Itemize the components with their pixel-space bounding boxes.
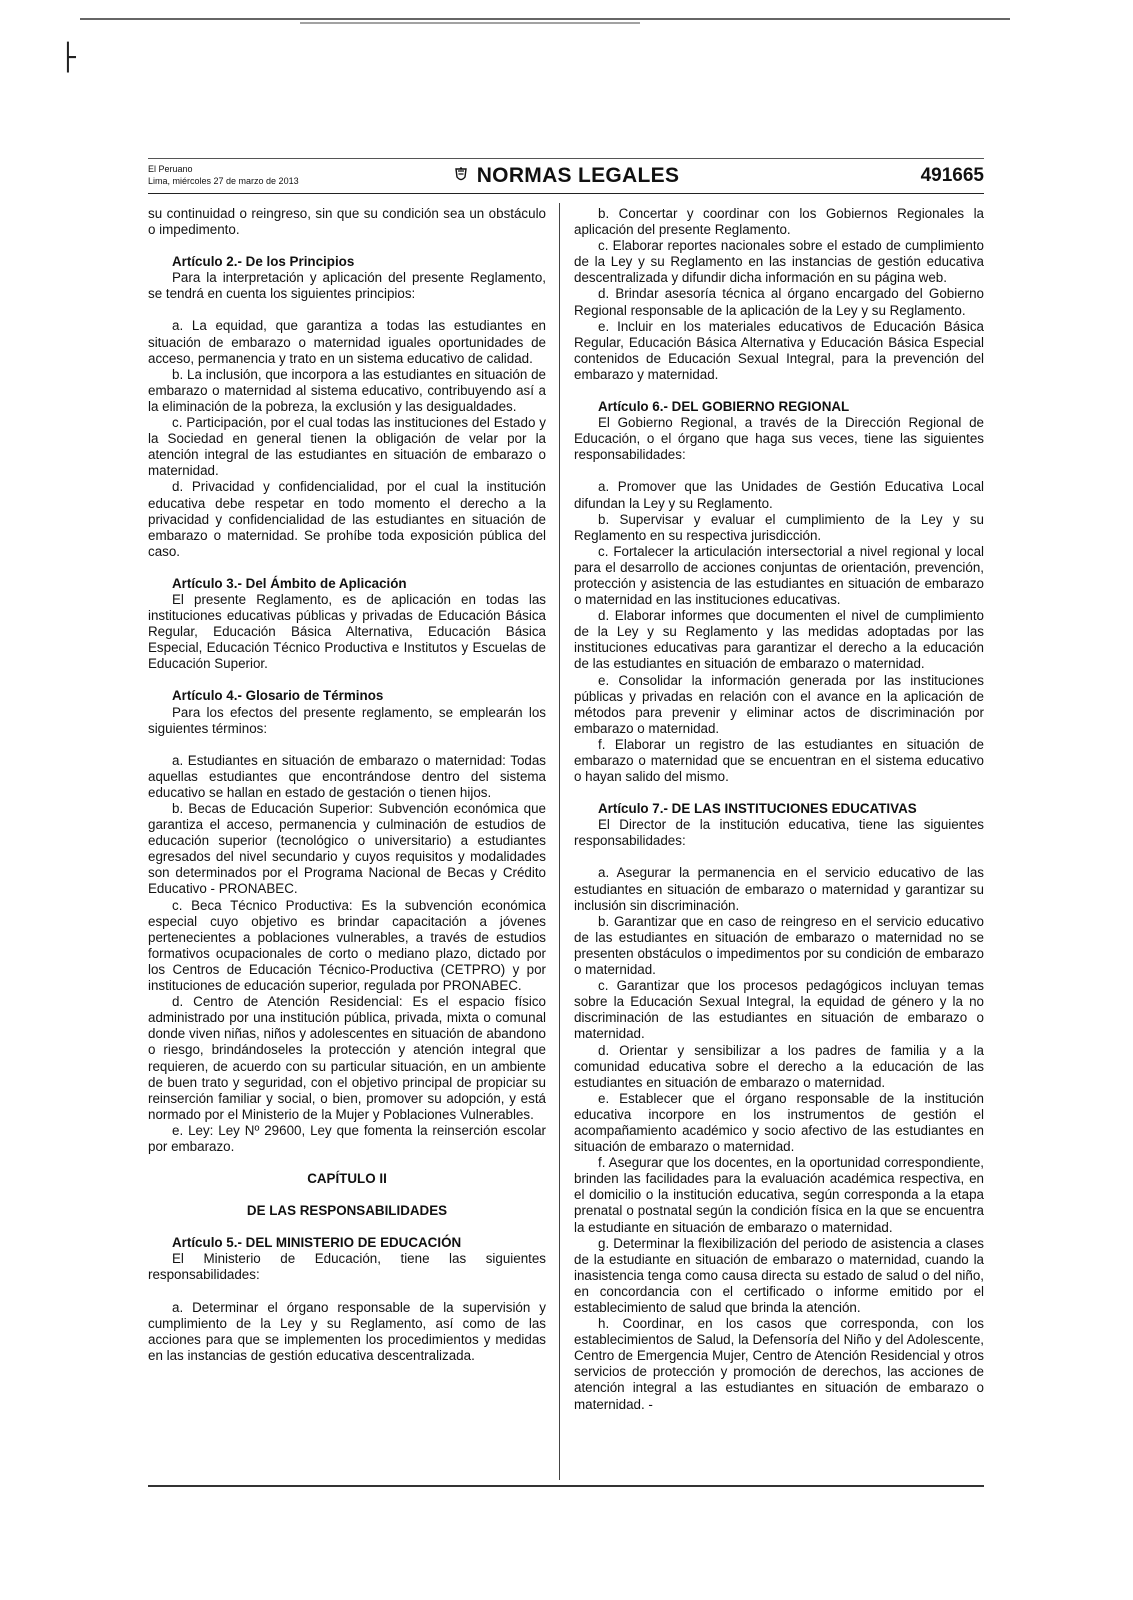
right-column — [574, 206, 984, 1413]
paragraph: su continuidad o reingreso, sin que su condición sea un obstáculo o impedimento. — [148, 206, 546, 238]
scan-edge-line — [80, 18, 1010, 20]
list-item: e. Consolidar la información generada por las instituciones públicas y privadas en relación con el avance en la aplicación de métodos para prevenir y eliminar actos de discriminación por embarazo o maternidad. — [574, 672, 984, 736]
list-item: b. Concertar y coordinar con los Gobiernos Regionales la aplicación del presente Reglamento. — [574, 206, 984, 238]
list-item: c. Beca Técnico Productiva: Es la subvención económica especial cuyo objetivo es brindar capacitación a jóvenes pertenecientes a poblaciones vulnerables, a través de estudios formativos ocupacionales de corto o mediano plazo, dictado por los Centros de Educación Técnico-Productiva (CETPRO) y por instituciones de educación superior, regulada por PRONABEC. — [148, 897, 546, 994]
article-heading: Artículo 2.- De los Principios — [172, 254, 355, 270]
paragraph: Para los efectos del presente reglamento, se emplearán los siguientes términos: — [148, 704, 546, 736]
list-item: a. La equidad, que garantiza a todas las estudiantes en situación de embarazo o maternidad iguales oportunidades de acceso, permanencia y trato en un sistema educativo de calidad. — [148, 318, 546, 366]
section-title — [148, 163, 984, 189]
list-item: b. Becas de Educación Superior: Subvención económica que garantiza el acceso, permanencia y culminación de estudios de educación superior (tecnológico o universitario) a estudiantes egresados del nivel secundario y cuyos requisitos y modalidades son determinados por el Programa Nacional de Becas y Crédito Educativo - PRONABEC. — [148, 801, 546, 897]
list-item: a. Estudiantes en situación de embarazo o maternidad: Todas aquellas estudiantes que encontrándose dentro del sistema educativo se hallan en estado de gestación o tienen hijos. — [148, 752, 546, 800]
list-item: c. Elaborar reportes nacionales sobre el estado de cumplimiento de la Ley y su Reglamento en las instancias de gestión educativa descentralizada y difundir dicha información en su página web. — [574, 238, 984, 286]
scan-edge-line-secondary — [300, 22, 640, 24]
section-title-text: NORMAS LEGALES — [476, 164, 680, 187]
paragraph: El Ministerio de Educación, tiene las siguientes responsabilidades: — [148, 1251, 546, 1283]
list-item: b. La inclusión, que incorpora a las estudiantes en situación de embarazo o maternidad al sistema educativo, contribuyendo así a la eliminación de la pobreza, la exclusión y las desigualdades. — [148, 366, 546, 414]
list-item: a. Asegurar la permanencia en el servicio educativo de las estudiantes en situación de embarazo o maternidad y garantizar su inclusión sin discriminación. — [574, 865, 984, 913]
paragraph: El presente Reglamento, es de aplicación en todas las instituciones educativas públicas y privadas de Educación Básica Regular, Educación Básica Alternativa, Educación Básica Especial, Educación Técnico Productiva e Institutos y Escuelas de Educación Superior. — [148, 591, 546, 672]
article-heading: Artículo 5.- DEL MINISTERIO DE EDUCACIÓN — [172, 1235, 462, 1251]
list-item: e. Incluir en los materiales educativos de Educación Básica Regular, Educación Básica Alternativa y Educación Básica Especial contenidos de Educación Sexual Integral, para la prevención del embarazo y maternidad. — [574, 318, 984, 382]
list-item: f. Asegurar que los docentes, en la oportunidad correspondiente, brinden las facilidades para la evaluación académica respectiva, en el domicilio o la institución educativa, según corresponda a la etapa prenatal o postnatal según la condición física en la que se encuentra la estudiante en situación de embarazo o maternidad. — [574, 1155, 984, 1235]
crop-mark: ├ — [60, 43, 76, 73]
article-heading: Artículo 4.- Glosario de Términos — [172, 688, 384, 704]
publication-date: Lima, miércoles 27 de marzo de 2013 — [148, 176, 299, 186]
paragraph: El Gobierno Regional, a través de la Dirección Regional de Educación, o el órgano que haga sus veces, tiene las siguientes responsabilidades: — [574, 415, 984, 463]
page-header — [148, 158, 984, 194]
list-item: g. Determinar la flexibilización del periodo de asistencia a clases de la estudiante en situación de embarazo o maternidad, cuando la inasistencia tenga como causa directa su estado de salud o del niño, en concordancia con el certificado o informe emitido por el establecimiento de salud que brinda la atención. — [574, 1235, 984, 1315]
list-item: d. Centro de Atención Residencial: Es el espacio físico administrado por una institución pública, privada, mixta o comunal donde viven niñas, niños y adolescentes en situación de abandono o riesgo, brindándoseles la protección y atención integral que requieren, de acuerdo con su particular situación, en un ambiente de buen trato y seguridad, con el objetivo principal de propiciar su reinserción familiar y social, o bien, promover su adopción, y está normado por el Ministerio de la Mujer y Poblaciones Vulnerables. — [148, 994, 546, 1122]
list-item: e. Ley: Ley Nº 29600, Ley que fomenta la reinserción escolar por embarazo. — [148, 1122, 546, 1154]
article-heading: Artículo 7.- DE LAS INSTITUCIONES EDUCATIVAS — [598, 801, 917, 817]
chapter-subheading: DE LAS RESPONSABILIDADES — [246, 1203, 448, 1219]
publication-name: El Peruano — [148, 164, 193, 174]
article-heading: Artículo 6.- DEL GOBIERNO REGIONAL — [598, 399, 850, 415]
article-heading: Artículo 3.- Del Ámbito de Aplicación — [172, 575, 407, 591]
left-column — [148, 206, 546, 1364]
list-item: d. Privacidad y confidencialidad, por el cual la institución educativa debe respetar en todo momento el derecho a la privacidad y confidencialidad de las estudiantes en situación de embarazo o maternidad. Se prohíbe toda exposición pública del caso. — [148, 479, 546, 559]
list-item: a. Promover que las Unidades de Gestión Educativa Local difundan la Ley y su Reglamento. — [574, 479, 984, 511]
list-item: c. Garantizar que los procesos pedagógicos incluyan temas sobre la Educación Sexual Integral, la equidad de género y la no discriminación de las estudiantes en situación de embarazo o maternidad. — [574, 978, 984, 1042]
column-divider — [559, 203, 560, 1480]
list-item: d. Orientar y sensibilizar a los padres de familia y a la comunidad educativa sobre el derecho a la educación de las estudiantes en situación de embarazo o maternidad. — [574, 1042, 984, 1090]
footer-rule — [148, 1485, 984, 1487]
paragraph: El Director de la institución educativa, tiene las siguientes responsabilidades: — [574, 817, 984, 849]
list-item: h. Coordinar, en los casos que corresponda, con los establecimientos de Salud, la Defensoría del Niño y del Adolescente, Centro de Emergencia Mujer, Centro de Atención Residencial y otros servicios de protección y promoción de derechos, las acciones de atención integral a las estudiantes en situación de embarazo o maternidad. - — [574, 1316, 984, 1412]
list-item: d. Brindar asesoría técnica al órgano encargado del Gobierno Regional responsable de la aplicación de la Ley y su Reglamento. — [574, 286, 984, 318]
list-item: a. Determinar el órgano responsable de la supervisión y cumplimiento de la Ley y su Reglamento, así como de las acciones para que se implementen los procedimientos y medidas en las instancias de gestión educativa descentralizada. — [148, 1299, 546, 1363]
list-item: b. Garantizar que en caso de reingreso en el servicio educativo de las estudiantes en situación de embarazo o maternidad no se presenten obstáculos o impedimentos por su condición de embarazo o maternidad. — [574, 913, 984, 978]
list-item: c. Participación, por el cual todas las instituciones del Estado y la Sociedad en general tienen la obligación de velar por la atención integral de las estudiantes en situación de embarazo o maternidad. — [148, 415, 546, 479]
page-number: 491665 — [920, 165, 984, 186]
chapter-heading: CAPÍTULO II — [307, 1171, 387, 1187]
list-item: f. Elaborar un registro de las estudiantes en situación de embarazo o maternidad que se encuentran en el sistema educativo o hayan salido del mismo. — [574, 736, 984, 785]
list-item: e. Establecer que el órgano responsable de la institución educativa incorpore en los instrumentos de gestión el acompañamiento académico y socio afectivo de las estudiantes en situación de embarazo o maternidad. — [574, 1090, 984, 1155]
coat-of-arms-icon — [453, 167, 469, 183]
paragraph: Para la interpretación y aplicación del presente Reglamento, se tendrá en cuenta los siguientes principios: — [148, 270, 546, 302]
list-item: c. Fortalecer la articulación intersectorial a nivel regional y local para el desarrollo de acciones conjuntas de orientación, prevención, protección y asistencia de las estudiantes en situación de embarazo o maternidad en las instituciones educativas. — [574, 543, 984, 608]
list-item: b. Supervisar y evaluar el cumplimiento de la Ley y su Reglamento en su respectiva jurisdicción. — [574, 511, 984, 543]
list-item: d. Elaborar informes que documenten el nivel de cumplimiento de la Ley y su Reglamento y las medidas adoptadas por las instituciones educativas para garantizar el derecho a la educación de las estudiantes en situación de embarazo o maternidad. — [574, 608, 984, 672]
